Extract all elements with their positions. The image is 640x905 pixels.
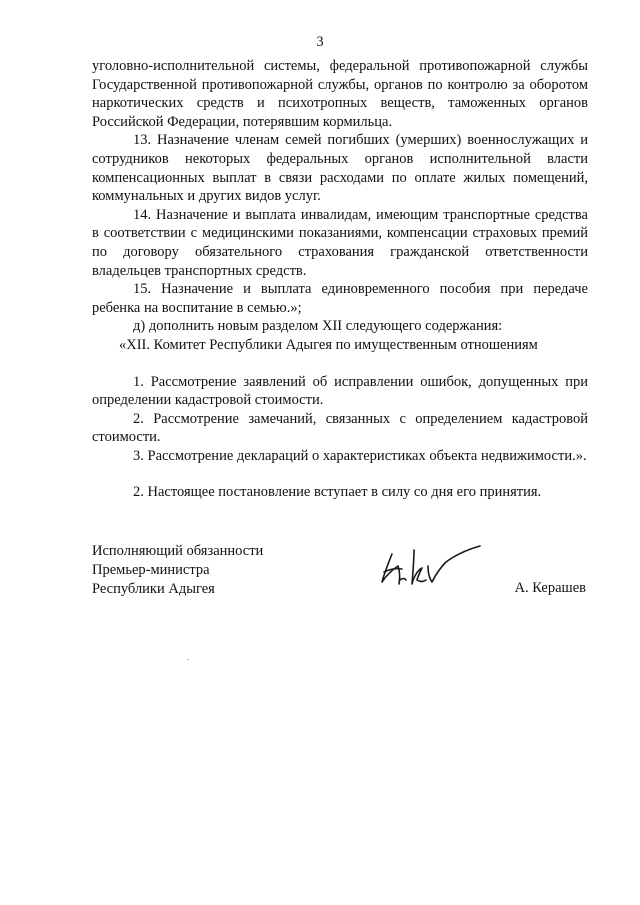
final-paragraph: 2. Настоящее постановление вступает в силу со дня его принятия. (133, 484, 542, 501)
signatory-title-line-1: Исполняющий обязанности (92, 543, 264, 559)
scan-speck (187, 659, 189, 660)
section-heading: «XII. Комитет Республики Адыгея по имущественным отношениям (119, 336, 538, 353)
paragraph-13: 13. Назначение членам семей погибших (умерших) военнослужащих и сотрудников некоторых федеральных органов исполнительной власти компенсационных выплат в связи расходами по оплате жилых помещений, коммунальных и других видов услуг. (92, 132, 588, 205)
section-item-1: 1. Рассмотрение заявлений об исправлении ошибок, допущенных при определении кадастровой стоимости. (92, 373, 588, 409)
signature-block (92, 542, 588, 598)
signatory-title-line-3: Республики Адыгея (92, 580, 215, 597)
signatory-title-line-2: Премьер-министра (92, 561, 210, 578)
section-item-3: 3. Рассмотрение деклараций о характеристиках объекта недвижимости.». (133, 447, 587, 464)
section-item-2: 2. Рассмотрение замечаний, связанных с определением кадастровой стоимости. (92, 410, 588, 446)
paragraph-15: 15. Назначение и выплата единовременного пособия при передаче ребенка на воспитание в семью.»; (92, 281, 588, 316)
document-body (92, 57, 588, 502)
spacer (92, 465, 588, 483)
spacer (92, 355, 588, 373)
signatory-name: А. Керашев (514, 580, 586, 596)
paragraph-d: д) дополнить новым разделом XII следующего содержания: (133, 318, 503, 335)
page-number: 3 (316, 34, 324, 50)
paragraph-14: 14. Назначение и выплата инвалидам, имеющим транспортные средства в соответствии с медицинскими показаниями, компенсации страховых премий по договору обязательного страхования гражданской ответственности владельцев транспортных средств. (92, 206, 588, 279)
paragraph-continuation: уголовно-исполнительной системы, федеральной противопожарной службы Государственной противопожарной службы, органов по контролю за оборотом наркотических средств и психотропных веществ, таможенных органов Российской Федерации, потерявшим кормильца. (92, 58, 588, 130)
handwritten-signature (370, 536, 485, 598)
